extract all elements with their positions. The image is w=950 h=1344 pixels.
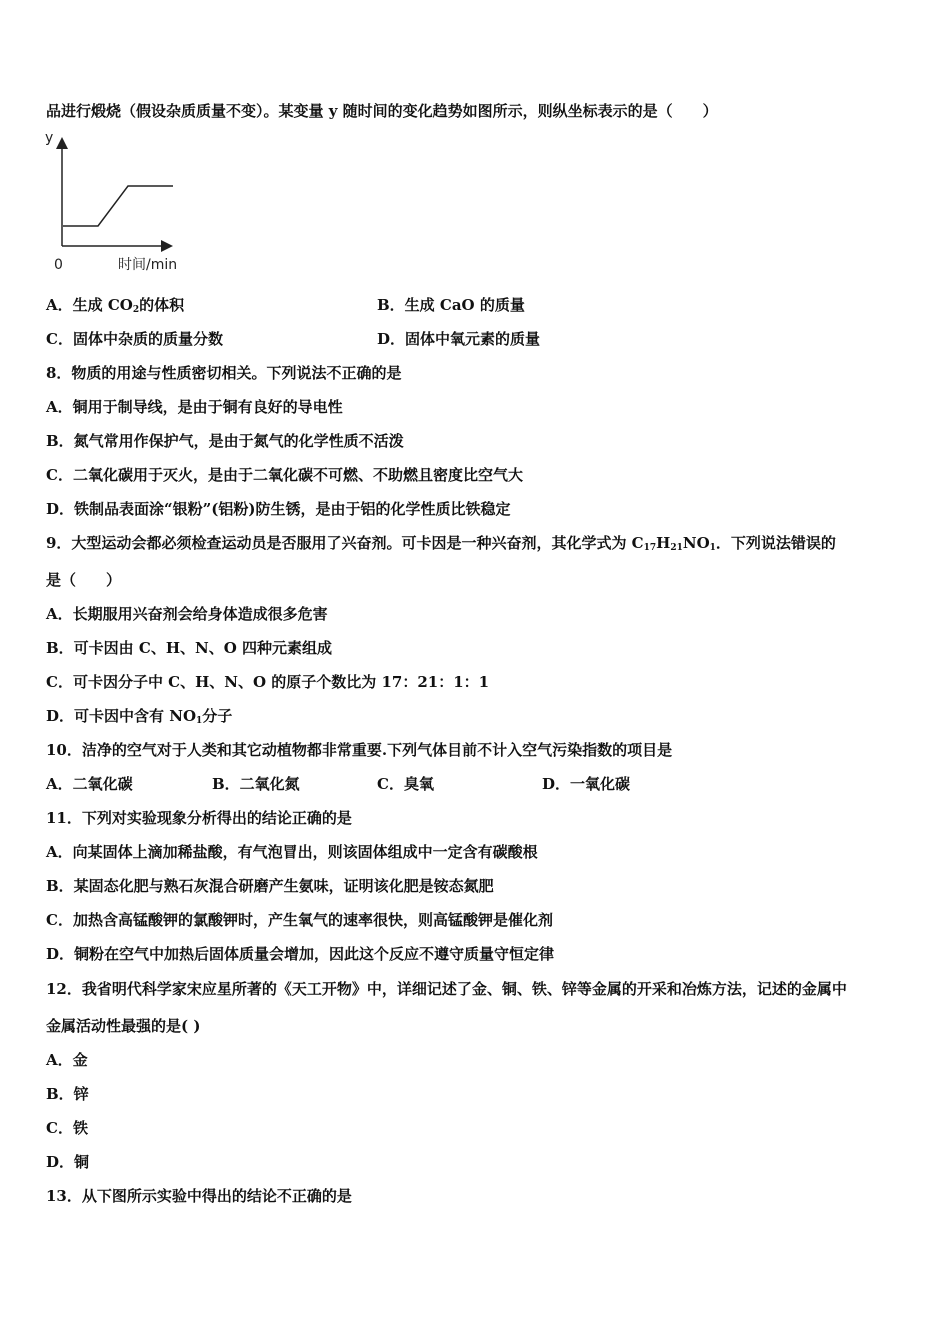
q10-option-b: B．二氧化氮: [212, 775, 300, 793]
q11-stem: 11．下列对实验现象分析得出的结论正确的是: [46, 809, 352, 827]
x-axis-label: 时间/min: [118, 257, 178, 273]
q10-option-c: C．臭氧: [377, 775, 434, 793]
q7-option-d: D．固体中氧元素的质量: [377, 330, 541, 348]
q7-option-c: C．固体中杂质的质量分数: [46, 330, 223, 348]
q7-option-a: A．生成 $CO_2$的体积: [46, 296, 185, 315]
q11-option-d: D．铜粉在空气中加热后固体质量会增加，因此这个反应不遵守质量守恒定律: [46, 945, 555, 963]
q10-option-a: A．二氧化碳: [46, 775, 133, 793]
q9-stem-line2: 是（ ）: [46, 571, 122, 589]
q9-option-c: C．可卡因分子中 C、H、N、O 的原子个数比为 17：21：1：1: [46, 673, 490, 691]
q8-stem: 8．物质的用途与性质密切相关。下列说法不正确的是: [46, 364, 402, 382]
trend-line: [63, 186, 173, 226]
q11-option-c: C．加热含高锰酸钾的氯酸钾时，产生氧气的速率很快，则高锰酸钾是催化剂: [46, 911, 553, 929]
q7-stem-tail: 品进行煅烧（假设杂质质量不变）。某变量 y 随时间的变化趋势如图所示，则纵坐标表示的是（ ）: [46, 102, 718, 120]
q7-option-b: B．生成 CaO 的质量: [377, 296, 525, 314]
q11-option-b: B．某固态化肥与熟石灰混合研磨产生氨味，证明该化肥是铵态氮肥: [46, 877, 494, 895]
q13-stem: 13．从下图所示实验中得出的结论不正确的是: [46, 1187, 352, 1205]
q12-option-b: B．锌: [46, 1085, 89, 1103]
q9-option-d: D．可卡因中含有 $NO_1$分子: [46, 707, 233, 726]
q10-option-d: D．一氧化碳: [542, 775, 631, 793]
q12-option-c: C．铁: [46, 1119, 88, 1137]
q7-graph: [40, 128, 200, 278]
q8-option-c: C．二氧化碳用于灭火，是由于二氧化碳不可燃、不助燃且密度比空气大: [46, 466, 523, 484]
q9-option-a: A．长期服用兴奋剂会给身体造成很多危害: [46, 605, 328, 623]
q11-option-a: A．向某固体上滴加稀盐酸，有气泡冒出，则该固体组成中一定含有碳酸根: [46, 843, 538, 861]
q8-option-b: B．氮气常用作保护气，是由于氮气的化学性质不活泼: [46, 432, 404, 450]
q12-stem: 12．我省明代科学家宋应星所著的《天工开物》中，详细记述了金、铜、铁、锌等金属的开采和冶炼方法，记述的金属中: [46, 980, 847, 998]
origin-label: 0: [54, 257, 63, 273]
q8-option-a: A．铜用于制导线，是由于铜有良好的导电性: [46, 398, 343, 416]
q12-option-a: A．金: [46, 1051, 88, 1069]
q9-option-b: B．可卡因由 C、H、N、O 四种元素组成: [46, 639, 333, 657]
q9-stem: 9．大型运动会都必须检查运动员是否服用了兴奋剂。可卡因是一种兴奋剂，其化学式为 $C_{17}H_{21}NO_1$．下列说法错误的: [46, 534, 836, 553]
y-axis-label: y: [45, 130, 54, 146]
q12-option-d: D．铜: [46, 1153, 90, 1171]
q10-stem: 10．洁净的空气对于人类和其它动植物都非常重要.下列气体目前不计入空气污染指数的项目是: [46, 741, 673, 759]
q8-option-d: D．铁制品表面涂“银粉”(铝粉)防生锈，是由于铝的化学性质比铁稳定: [46, 500, 511, 518]
q12-stem-line2: 金属活动性最强的是( ): [46, 1017, 201, 1035]
